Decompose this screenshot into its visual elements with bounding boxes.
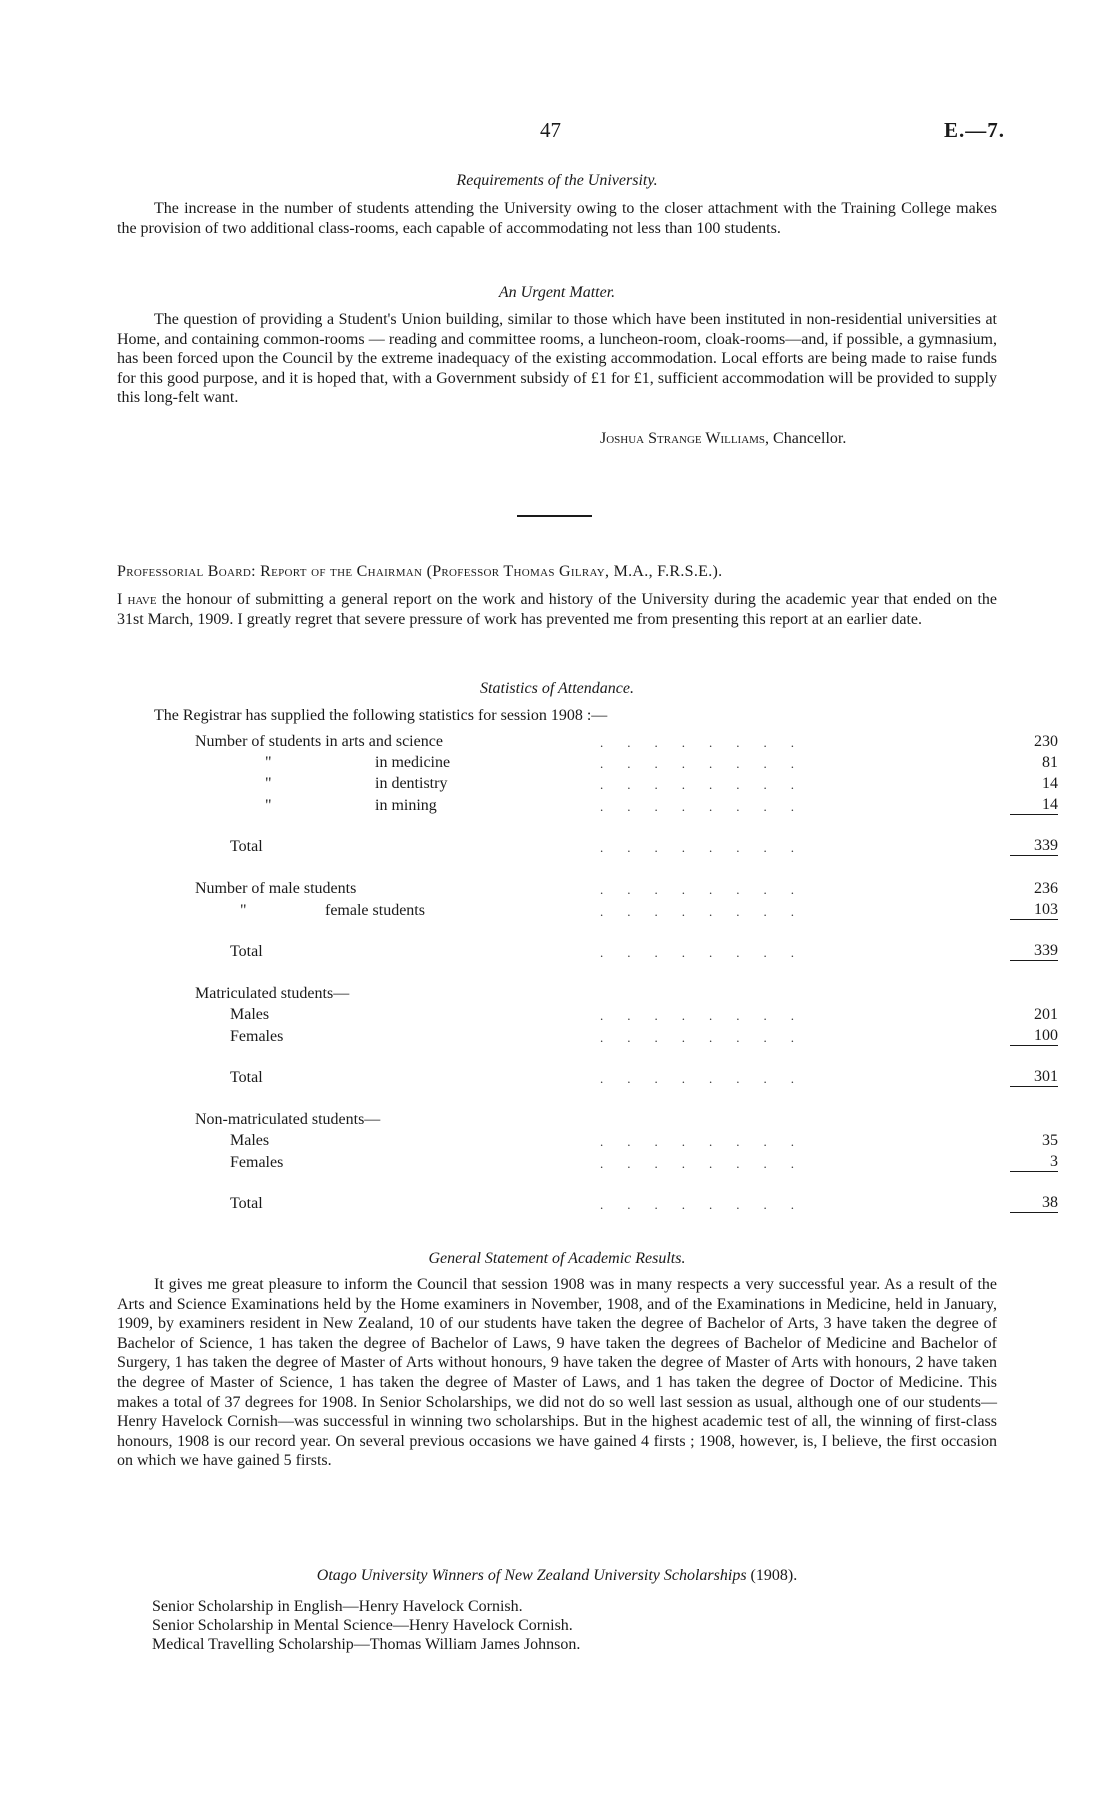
table-row xyxy=(150,877,1058,898)
leader-dots: ........ xyxy=(600,798,818,814)
ditto-mark: " xyxy=(265,775,272,792)
row-label xyxy=(150,898,600,920)
group-title-row xyxy=(150,982,1058,1003)
row-label-text: in dentistry xyxy=(375,775,448,792)
total-label: Total xyxy=(230,1194,263,1212)
total-row xyxy=(150,815,1058,856)
ditto-mark: " xyxy=(240,901,247,919)
row-label-text: in medicine xyxy=(375,754,451,771)
document-code: E.—7. xyxy=(944,118,1006,142)
section-heading-statistics: Statistics of Attendance. xyxy=(480,680,634,697)
total-label: Total xyxy=(230,1068,263,1086)
group-title: Non-matriculated students— xyxy=(195,1111,381,1128)
chancellor-signature xyxy=(600,430,846,448)
row-label: Females xyxy=(230,1153,284,1171)
leader-dots: ........ xyxy=(600,756,818,771)
paragraph-text: The increase in the number of students attending the University owing to the closer attachment with the Training College makes the provision of two additional class-rooms, each capable of accommodating not less than 100 students. xyxy=(117,200,997,237)
row-label: Males xyxy=(230,1132,270,1149)
row-value: 3 xyxy=(1010,1150,1058,1172)
scholarships-heading-year: (1908). xyxy=(750,1567,798,1584)
total-value: 38 xyxy=(1010,1172,1058,1213)
row-value: 100 xyxy=(1010,1024,1058,1046)
table-row xyxy=(150,772,1058,793)
row-label-text: female students xyxy=(325,901,425,919)
paragraph-board-intro xyxy=(117,590,997,629)
leader-dots: ........ xyxy=(600,944,818,960)
intro-text: the honour of submitting a general report on the work and history of the University during the academic year that ended on the 31st March, 1909. I greatly regret that severe pressure of work has prevented me from presenting this report at an earlier date. xyxy=(117,591,997,628)
section-heading-urgent-matter: An Urgent Matter. xyxy=(498,284,616,301)
total-value: 339 xyxy=(1010,920,1058,961)
row-value: 103 xyxy=(1010,898,1058,920)
leader-dots: ........ xyxy=(600,1008,818,1023)
total-label: Total xyxy=(230,837,263,855)
row-value: 81 xyxy=(1042,754,1058,771)
scholarship-item: Senior Scholarship in English—Henry Havelock Cornish. xyxy=(152,1598,523,1615)
table-row xyxy=(150,751,1058,772)
table-spacer xyxy=(150,856,1058,878)
table-row xyxy=(150,730,1058,751)
paragraph-results xyxy=(117,1275,997,1471)
section-divider xyxy=(517,515,592,517)
group-title-row xyxy=(150,1108,1058,1129)
row-label: Number of students in arts and science xyxy=(195,733,443,750)
paragraph-text: It gives me great pleasure to inform the Council that session 1908 was in many respects a very successful year. As a result of the Arts and Science Examinations held by the Home examiners in November, 1908, and of the Examinations in Medicine, held in January, 1909, by examiners resident in New Zealand, 10 of our students have taken the degree of Bachelor of Arts, 3 have taken the degree of Bachelor of Science, 1 has taken the degree of Bachelor of Laws, 9 have taken the degrees of Bachelor of Medicine and Bachelor of Surgery, 1 has taken the degree of Master of Arts without honours, 9 have taken the degree of Master of Arts with honours, 2 have taken the degree of Master of Science, 1 has taken the degree of Master of Laws, and 1 has taken the degree of Doctor of Medicine. This makes a total of 37 degrees for 1908. In Senior Scholarships, we did not do so well last session as usual, although one of our students—Henry Havelock Cornish—was successful in winning two scholarships. But in the highest academic test of all, the winning of first-class honours, 1908 is our record year. On several previous occasions we have gained 4 firsts ; 1908, however, is, I believe, the first occasion on which we have gained 5 firsts. xyxy=(117,1276,997,1470)
statistics-intro: The Registrar has supplied the following statistics for session 1908 :— xyxy=(154,707,608,724)
section-heading-requirements: Requirements of the University. xyxy=(456,172,658,189)
table-row xyxy=(150,1003,1058,1024)
table-row xyxy=(150,793,1058,815)
row-label: Females xyxy=(230,1027,284,1045)
leader-dots: ........ xyxy=(600,839,818,855)
total-label: Total xyxy=(230,942,263,960)
row-label xyxy=(150,793,600,815)
row-value: 14 xyxy=(1042,775,1058,792)
leader-dots: ........ xyxy=(600,1155,818,1171)
total-row xyxy=(150,920,1058,961)
ditto-mark: " xyxy=(265,796,272,814)
leader-dots: ........ xyxy=(600,882,818,897)
row-label xyxy=(150,751,600,772)
intro-lead: I have xyxy=(117,591,157,608)
board-report-title: Professorial Board: Report of the Chairman (Professor Thomas Gilray, M.A., F.R.S.E.). xyxy=(117,563,723,580)
total-value: 301 xyxy=(1010,1046,1058,1087)
total-row xyxy=(150,1046,1058,1087)
table-row xyxy=(150,1129,1058,1150)
paragraph-text: The question of providing a Student's Union building, similar to those which have been instituted in non-residential universities at Home, and containing common-rooms — reading and committee rooms, a luncheon-room, cloak-rooms—and, if possible, a gymnasium, has been forced upon the Council by the extreme inadequacy of the existing accommodation. Local efforts are being made to raise funds for this good purpose, and it is hoped that, with a Government subsidy of £1 for £1, sufficient accommodation will be provided to supply this long-felt want. xyxy=(117,311,997,406)
attendance-table xyxy=(150,730,1058,1213)
row-value: 35 xyxy=(1042,1132,1058,1149)
scholarship-item: Medical Travelling Scholarship—Thomas William James Johnson. xyxy=(152,1636,581,1653)
scholarships-heading-text: Otago University Winners of New Zealand University Scholarships xyxy=(316,1567,747,1584)
signature-name: Joshua Strange Williams, xyxy=(600,430,770,447)
row-value: 230 xyxy=(1034,733,1058,750)
paragraph-urgent-matter xyxy=(117,310,997,408)
leader-dots: ........ xyxy=(600,1029,818,1045)
leader-dots: ........ xyxy=(600,777,818,792)
table-row xyxy=(150,1024,1058,1046)
table-spacer xyxy=(150,1087,1058,1109)
scholarships-heading xyxy=(117,1567,997,1585)
leader-dots: ........ xyxy=(600,903,818,919)
scholarship-item: Senior Scholarship in Mental Science—Henry Havelock Cornish. xyxy=(152,1617,573,1634)
table-spacer xyxy=(150,961,1058,983)
leader-dots: ........ xyxy=(600,1070,818,1086)
total-value: 339 xyxy=(1010,815,1058,856)
leader-dots: ........ xyxy=(600,735,818,750)
table-row xyxy=(150,1150,1058,1172)
group-title: Matriculated students— xyxy=(195,985,350,1002)
row-value: 14 xyxy=(1010,793,1058,815)
page-number: 47 xyxy=(540,118,561,142)
ditto-mark: " xyxy=(265,754,272,771)
table-row xyxy=(150,898,1058,920)
paragraph-requirements xyxy=(117,199,997,238)
row-value: 201 xyxy=(1034,1006,1058,1023)
row-label: Males xyxy=(230,1006,270,1023)
total-row xyxy=(150,1172,1058,1213)
signature-title: Chancellor. xyxy=(773,430,847,447)
row-label-text: in mining xyxy=(375,796,437,814)
row-value: 236 xyxy=(1034,880,1058,897)
row-label xyxy=(150,772,600,793)
row-label: Number of male students xyxy=(195,880,357,897)
section-heading-results: General Statement of Academic Results. xyxy=(428,1250,686,1267)
leader-dots: ........ xyxy=(600,1196,818,1212)
leader-dots: ........ xyxy=(600,1134,818,1149)
